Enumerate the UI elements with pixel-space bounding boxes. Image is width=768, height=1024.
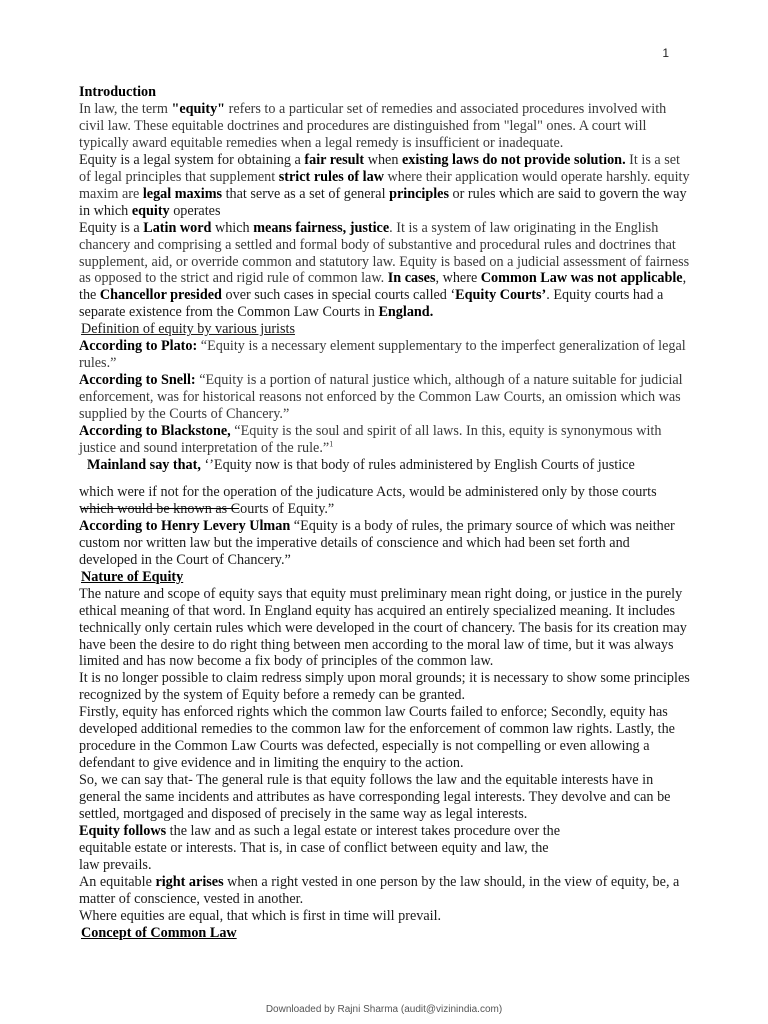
definition-blackstone: According to Blackstone, “Equity is the soul and spirit of all laws. In this, equity is synonymous with justice and sound interpretation of the rule.”$^1$ bbox=[79, 423, 662, 457]
nature-paragraph-4: So, we can say that- The general rule is that equity follows the law and the equitable interests have in general the same incidents and attributes as have corresponding legal interests. They devolve and can be settled, mortgaged and disposed of precisely in the same way as legal interests. bbox=[79, 772, 671, 823]
nature-paragraph-6: An equitable right arises when a right vested in one person by the law should, in the view of equity, be, a matter of conscience, vested in another. bbox=[79, 873, 680, 907]
nature-paragraph-5: Equity follows the law and as such a legal estate or interest takes procedure over the equitable estate or interests. That is, in case of conflict between equity and law, the law prevails. bbox=[79, 822, 561, 873]
definition-mainland: Mainland say that, ‘’Equity now is that body of rules administered by English Courts of justice bbox=[87, 456, 635, 473]
footnote-marker: 1 bbox=[329, 439, 334, 449]
nature-paragraph-2: It is no longer possible to claim redress simply upon moral grounds; it is necessary to show some principles recognized by the system of Equity before a remedy can be granted. bbox=[79, 670, 690, 704]
common-law-heading: Concept of Common Law bbox=[81, 924, 237, 941]
mainland-underline-rule bbox=[81, 508, 239, 509]
introduction-paragraph-1: In law, the term "equity" refers to a particular set of remedies and associated procedures involved with civil law. These equitable doctrines and procedures are distinguished from "legal" ones. A court will typically award equitable remedies when a legal remedy is insufficient or inadequate. bbox=[79, 100, 667, 151]
download-footer: Downloaded by Rajni Sharma (audit@vizinindia.com) bbox=[265, 1004, 503, 1015]
page-number: 1 bbox=[662, 46, 669, 60]
introduction-paragraph-2: Equity is a legal system for obtaining a fair result when existing laws do not provide solution. It is a set of legal principles that supplement strict rules of law where their application would operate harshly. equity maxim are legal maxims that serve as a set of general principles or rules which are said to govern the way in which equity operates bbox=[79, 151, 690, 219]
document-body bbox=[79, 84, 691, 942]
definition-plato: According to Plato: “Equity is a necessary element supplementary to the imperfect generalization of legal rules.” bbox=[79, 338, 686, 372]
nature-paragraph-1: The nature and scope of equity says that equity must preliminary mean right doing, or justice in the purely ethical meaning of that word. In England equity has acquired an entirely specialized meaning. It includes technically only certain rules which were developed in the court of chancery. The basis for its creation may have been the desire to do right thing between men according to the moral law of time, but it was always limited and has now become a fix body of principles of the common law. bbox=[79, 585, 687, 670]
nature-paragraph-7: Where equities are equal, that which is first in time will prevail. bbox=[79, 907, 442, 924]
definitions-heading: Definition of equity by various jurists bbox=[81, 321, 295, 338]
introduction-heading: Introduction bbox=[79, 84, 156, 100]
nature-heading: Nature of Equity bbox=[81, 568, 184, 585]
definition-ulman: According to Henry Levery Ulman “Equity is a body of rules, the primary source of which was neither custom nor written law but the imperative details of conscience and which had been set forth and developed in the Court of Chancery.” bbox=[79, 517, 675, 568]
introduction-paragraph-3: Equity is a Latin word which means fairness, justice. It is a system of law originating in the English chancery and comprising a settled and formal body of substantive and procedural rules and doctrines that supplement, aid, or override common and statutory law. Equity is based on a judicial assessment of fairness as opposed to the strict and rigid rule of common law. In cases, where Common Law was not applicable, the Chancellor presided over such cases in special courts called ‘Equity Courts’. Equity courts had a separate existence from the Common Law Courts in England. bbox=[79, 219, 690, 321]
definition-snell: According to Snell: “Equity is a portion of natural justice which, although of a nature suitable for judicial enforcement, was for historical reasons not enforced by the Common Law Courts, an omission which was supplied by the Courts of Chancery.” bbox=[79, 372, 683, 423]
definition-mainland-continued: which were if not for the operation of the judicature Acts, would be administered only by those courts which would be known as Courts of Equity.” bbox=[79, 483, 657, 517]
nature-paragraph-3: Firstly, equity has enforced rights which the common law Courts failed to enforce; Secondly, equity has developed additional remedies to the common law for the enforcement of common law rights. Lastly, the procedure in the Common Law Courts was defected, especially is not compelling or even allowing a defendant to give evidence and in limiting the enquiry to the action. bbox=[79, 704, 675, 772]
